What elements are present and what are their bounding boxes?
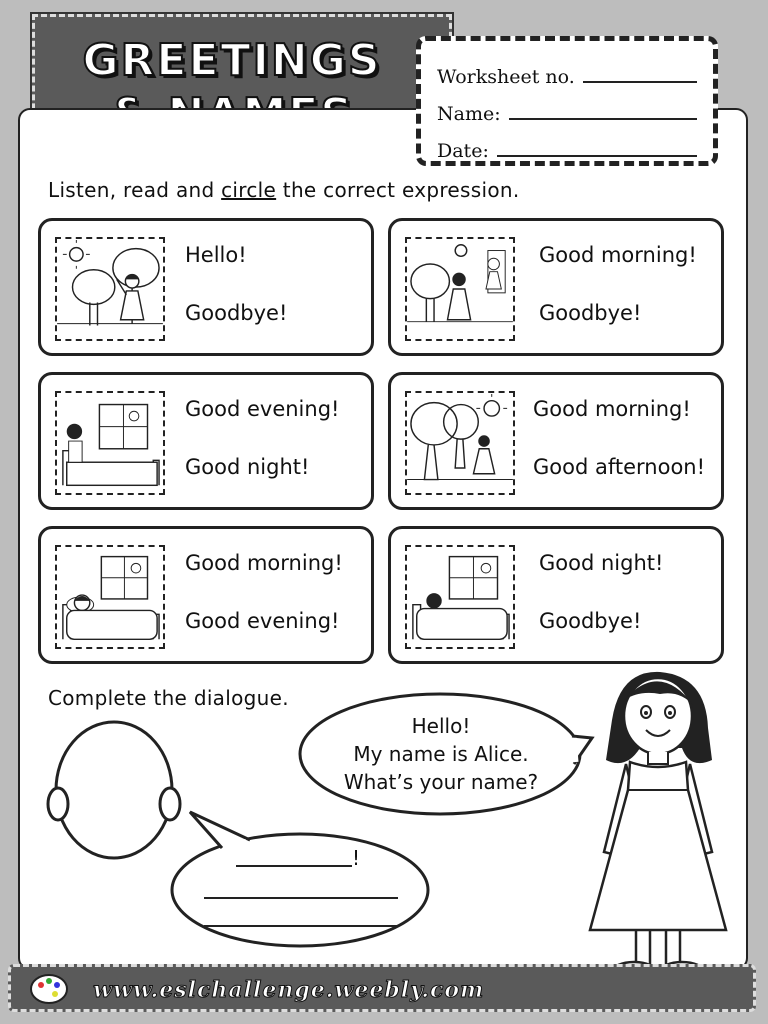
footer-bar bbox=[8, 964, 756, 1012]
dialogue-line-3: What’s your name? bbox=[343, 770, 539, 794]
worksheet-label: Worksheet no. bbox=[437, 66, 575, 88]
instruction-circle: Listen, read and circle the correct expression. bbox=[48, 178, 520, 202]
palette-logo-icon bbox=[29, 971, 69, 1007]
reply-speech-bubble bbox=[172, 812, 428, 946]
title-line-1: GREETINGS bbox=[82, 35, 382, 86]
card-1-option-a[interactable]: Hello! bbox=[185, 243, 247, 267]
dialogue-line-2: My name is Alice. bbox=[353, 742, 529, 766]
footer-website-link[interactable]: www.eslchallenge.weebly.com bbox=[93, 977, 485, 1003]
card-2-option-a[interactable]: Good morning! bbox=[539, 243, 697, 267]
card-1-option-b[interactable]: Goodbye! bbox=[185, 301, 288, 325]
card-6-option-b[interactable]: Goodbye! bbox=[539, 609, 642, 633]
dialogue-line-1: Hello! bbox=[411, 714, 471, 738]
card-4-option-b[interactable]: Good afternoon! bbox=[533, 455, 706, 479]
card-5-option-b[interactable]: Good evening! bbox=[185, 609, 340, 633]
alice-dialogue-text bbox=[326, 712, 556, 796]
card-5-option-a[interactable]: Good morning! bbox=[185, 551, 343, 575]
card-3-option-a[interactable]: Good evening! bbox=[185, 397, 340, 421]
card-3-option-b[interactable]: Good night! bbox=[185, 455, 310, 479]
date-label: Date: bbox=[437, 140, 489, 162]
instruction-keyword: circle bbox=[221, 178, 277, 202]
alice-girl-icon bbox=[590, 672, 726, 982]
card-6-option-a[interactable]: Good night! bbox=[539, 551, 664, 575]
reply-exclamation: ! bbox=[352, 846, 361, 870]
card-4-option-a[interactable]: Good morning! bbox=[533, 397, 691, 421]
instruction-dialogue: Complete the dialogue. bbox=[48, 686, 289, 710]
name-label: Name: bbox=[437, 103, 501, 125]
card-2-option-b[interactable]: Goodbye! bbox=[539, 301, 642, 325]
blank-face-icon bbox=[48, 722, 180, 858]
